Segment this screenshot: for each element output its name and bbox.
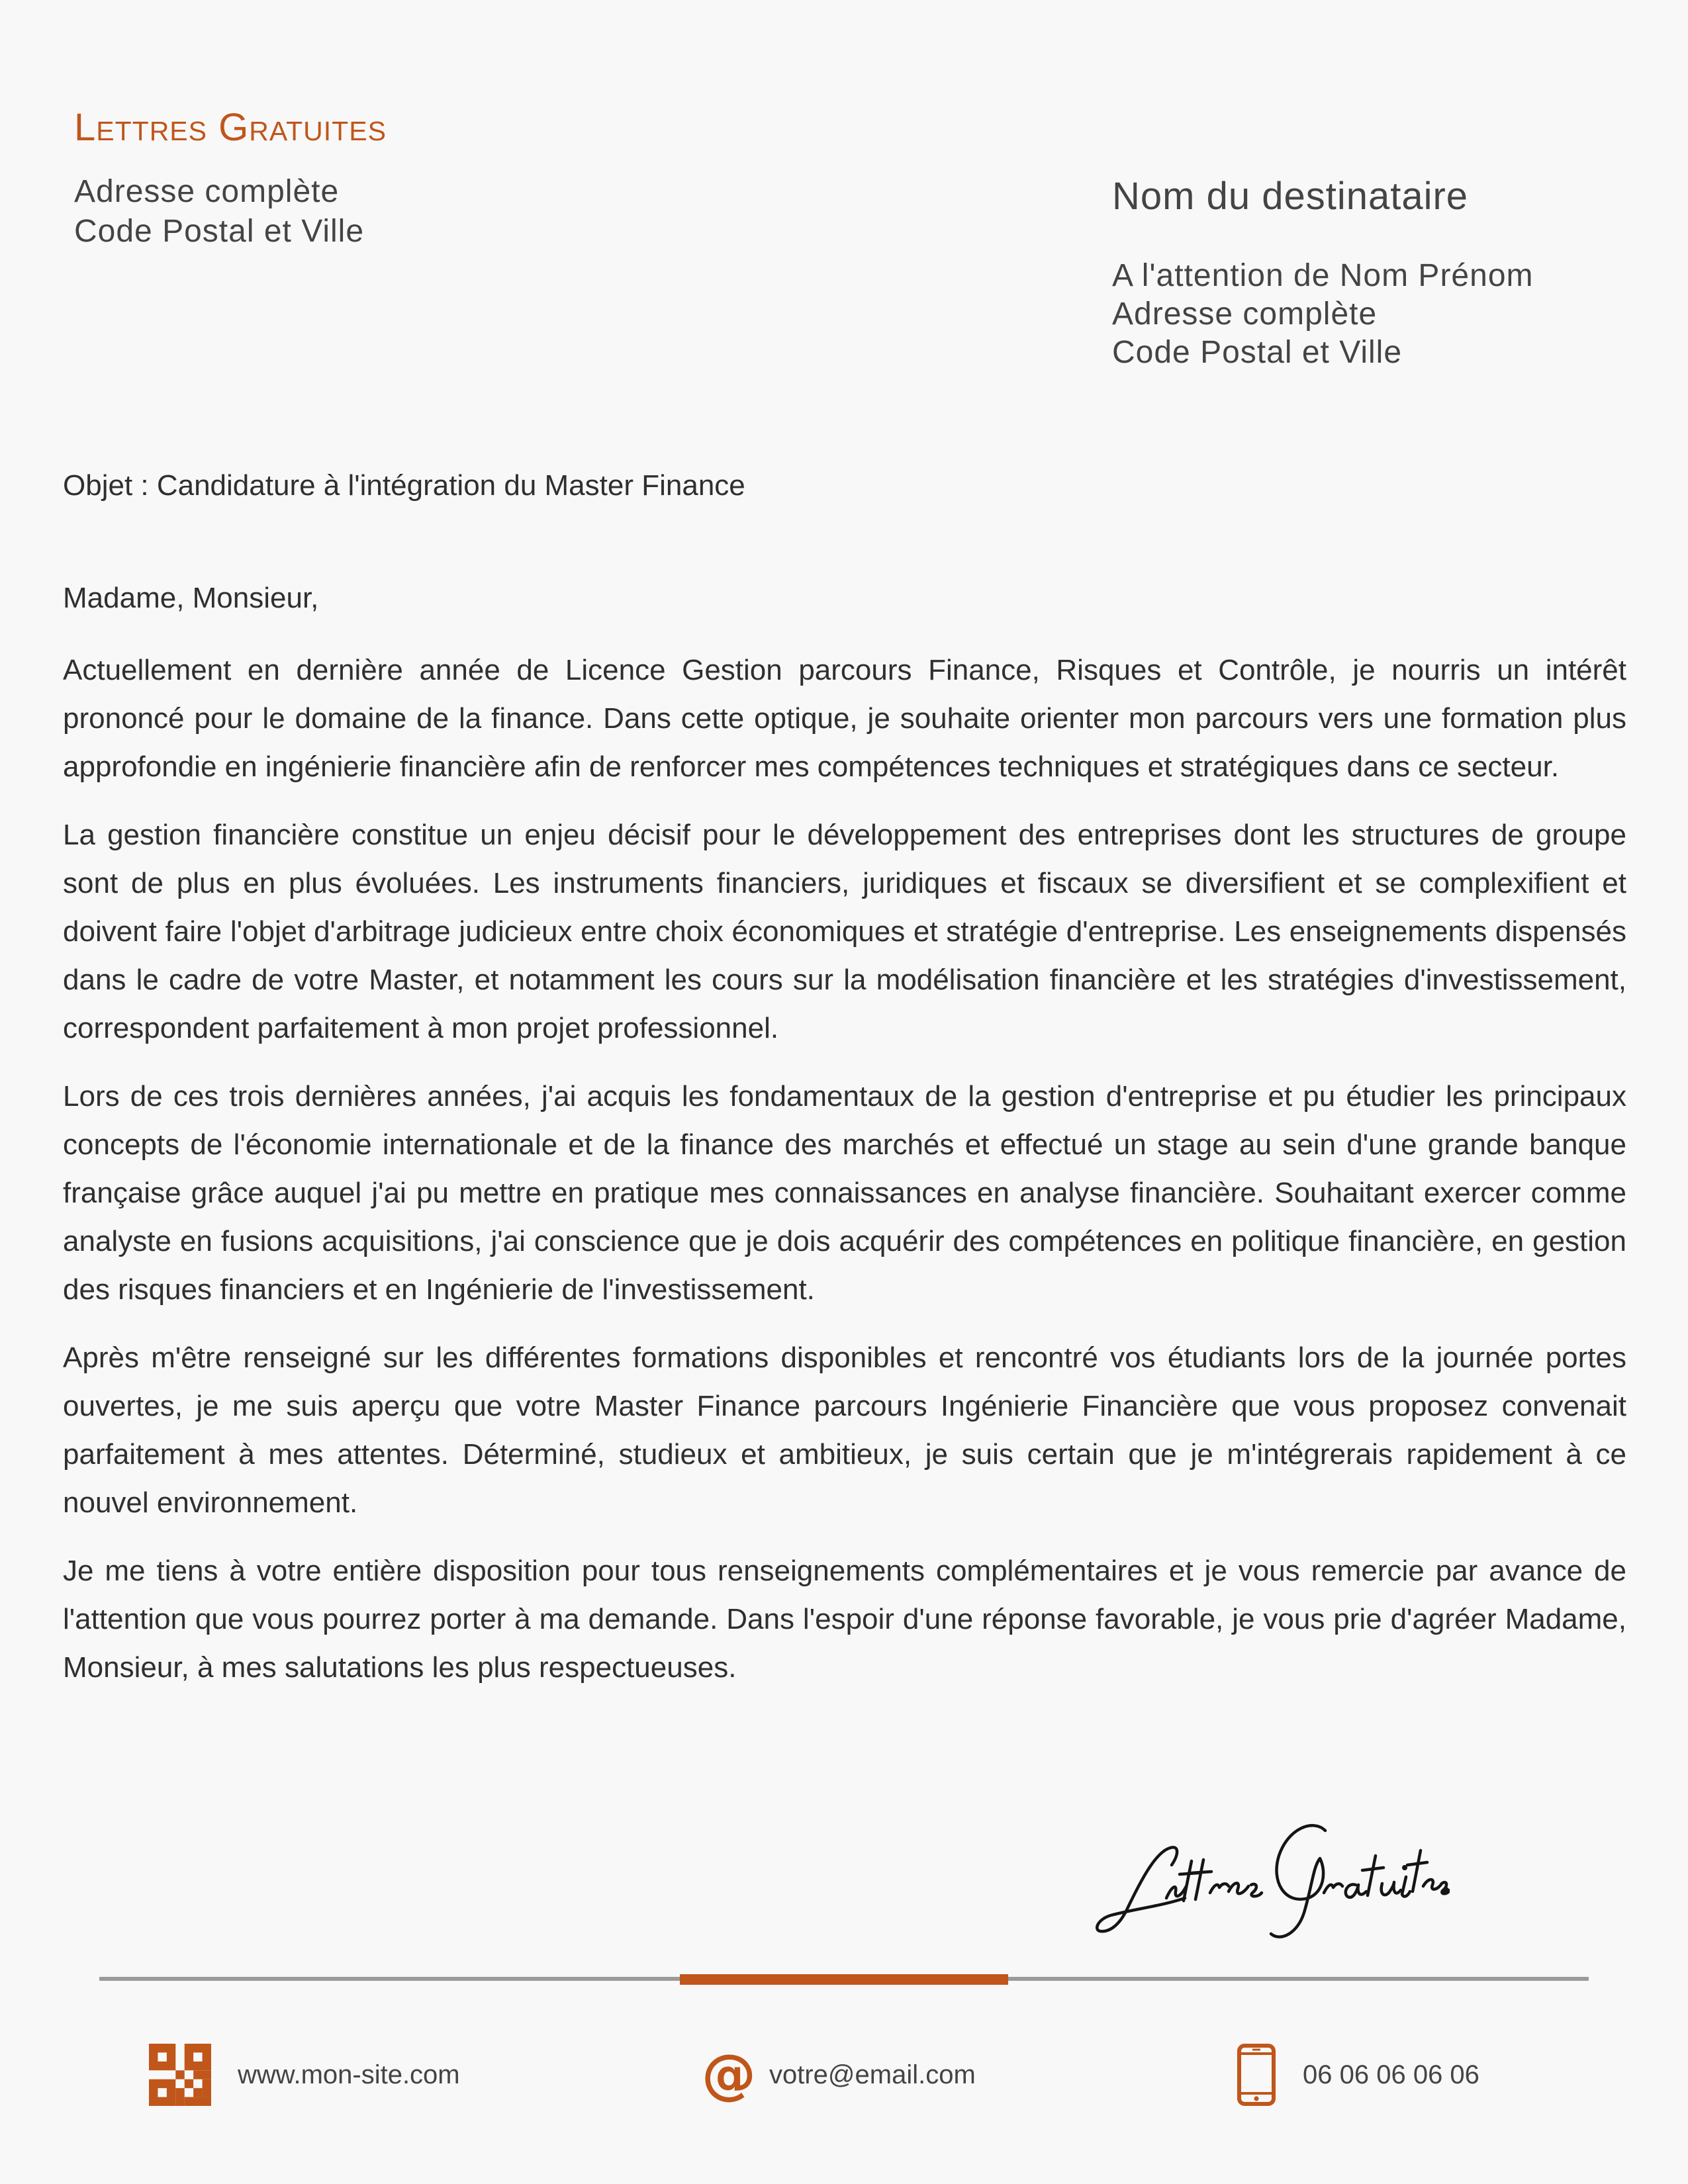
phone-text[interactable]: 06 06 06 06 06 (1303, 2060, 1479, 2089)
sender-address-line2: Code Postal et Ville (74, 214, 365, 249)
recipient-address (1112, 257, 1534, 372)
salutation: Madame, Monsieur, (63, 582, 319, 614)
recipient-attention: A l'attention de Nom Prénom (1112, 258, 1534, 293)
qr-code-icon (149, 2044, 211, 2106)
body-paragraph: Lors de ces trois dernières années, j'ai acquis les fondamentaux de la gestion d'entreprise et pu étudier les principaux concepts de l'économie internationale et de la finance des marchés et effectué un stage au sein d'une grande banque française grâce auquel j'ai pu mettre en pratique mes connaissances en analyse financière. Souhaitant exercer comme analyste en fusions acquisitions, j'ai conscience que je dois acquérir des compétences en politique financière, en gestion des risques financiers et en Ingénierie de l'investissement. (63, 1080, 1626, 1306)
handwritten-signature (1092, 1787, 1450, 1946)
sender-address-line1: Adresse complète (74, 174, 340, 209)
body-paragraph: Après m'être renseigné sur les différentes formations disponibles et rencontré vos étudiants lors de la journée portes ouvertes, je me suis aperçu que votre Master Finance parcours Ingénierie Financière que vous proposez convenait parfaitement à mes attentes. Déterminé, studieux et ambitieux, je suis certain que je m'intégrerais rapidement à ce nouvel environnement. (63, 1342, 1626, 1519)
footer-divider-accent (680, 1974, 1008, 1985)
sender-address (74, 172, 364, 251)
body-paragraph: Je me tiens à votre entière disposition pour tous renseignements complémentaires et je vous remercie par avance de l'attention que vous pourrez porter à ma demande. Dans l'espoir d'une réponse favorable, je vous prie d'agréer Madame, Monsieur, à mes salutations les plus respectueuses. (63, 1555, 1626, 1684)
email-text[interactable]: votre@email.com (769, 2060, 976, 2089)
letter-subject: Objet : Candidature à l'intégration du Master Finance (63, 469, 745, 502)
recipient-name: Nom du destinataire (1112, 175, 1469, 218)
body-paragraph: Actuellement en dernière année de Licence Gestion parcours Finance, Risques et Contrôle, je nourris un intérêt prononcé pour le domaine de la finance. Dans cette optique, je souhaite orienter mon parcours vers une formation plus approfondie en ingénierie financière afin de renforcer mes compétences techniques et stratégiques dans ce secteur. (63, 654, 1626, 783)
mobile-phone-icon (1237, 2043, 1276, 2107)
at-sign-icon: @ (702, 2043, 756, 2106)
footer-website (149, 2042, 460, 2108)
letter-body (63, 646, 1626, 1711)
sender-name: Lettres Gratuites (74, 106, 387, 149)
recipient-address-line1: Adresse complète (1112, 296, 1378, 332)
recipient-address-line2: Code Postal et Ville (1112, 335, 1403, 370)
body-paragraph: La gestion financière constitue un enjeu décisif pour le développement des entreprises dont les structures de groupe sont de plus en plus évoluées. Les instruments financiers, juridiques et fiscaux se diversifient et se complexifient et doivent faire l'objet d'arbitrage judicieux entre choix économiques et stratégie d'entreprise. Les enseignements dispensés dans le cadre de votre Master, et notamment les cours sur la modélisation financière et les stratégies d'investissement, correspondent parfaitement à mon projet professionnel. (63, 819, 1626, 1044)
footer-phone (1237, 2042, 1479, 2108)
footer-email (702, 2042, 976, 2108)
website-text[interactable]: www.mon-site.com (238, 2060, 460, 2089)
